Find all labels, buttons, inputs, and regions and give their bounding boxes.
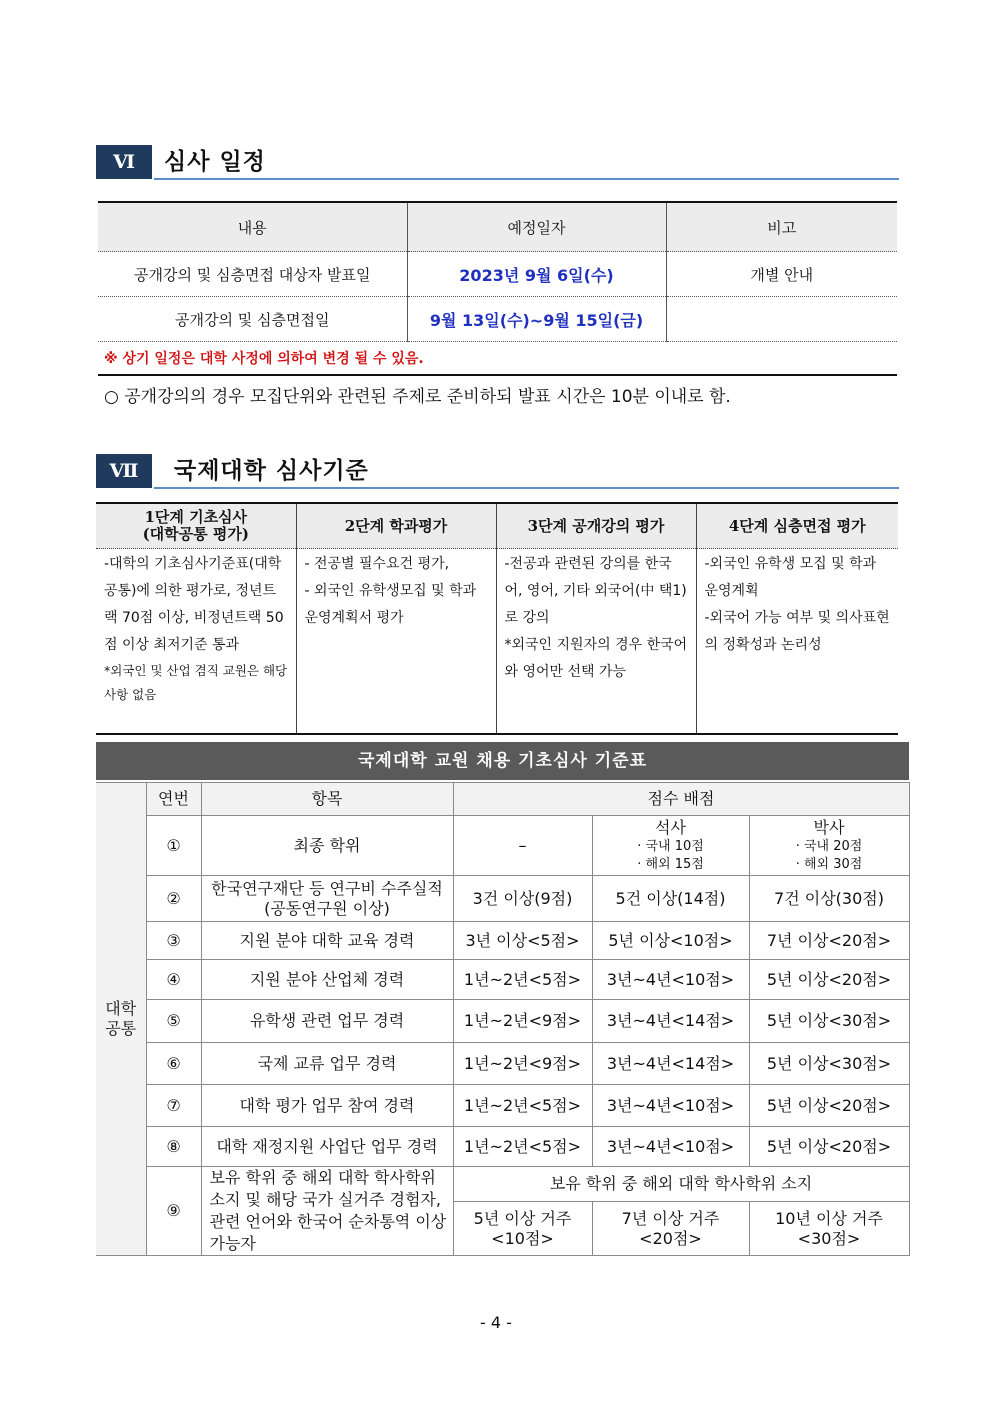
- header-stage-2: 2단계 학과평가: [296, 503, 496, 549]
- header-date: 예정일자: [407, 202, 666, 252]
- master-score: 석사 · 국내 10점 · 해외 15점: [592, 816, 749, 876]
- table-row: ⑥ 국제 교류 업무 경력 1년~2년<9점> 3년~4년<14점> 5년 이상<30점>: [96, 1043, 909, 1085]
- header-stage-4: 4단계 심층면접 평가: [696, 503, 898, 549]
- table-row: ⑦ 대학 평가 업무 참여 경력 1년~2년<5점> 3년~4년<10점> 5년 이상<20점>: [96, 1085, 909, 1127]
- schedule-notice: ※ 상기 일정은 대학 사정에 의하여 변경 될 수 있음.: [98, 342, 897, 376]
- last-sub-header: 보유 학위 중 해외 대학 학사학위 소지: [453, 1167, 909, 1202]
- bullet-content: 공개강의의 경우 모집단위와 관련된 주제로 준비하되 발표 시간은 10분 이내로 함.: [124, 387, 731, 407]
- schedule-date: 9월 13일(수)~9월 15일(금): [407, 297, 666, 342]
- section-6-header: [96, 145, 899, 181]
- schedule-content: 공개강의 및 심층면접일: [98, 297, 407, 342]
- header-item: 항목: [201, 783, 453, 816]
- section-title: 국제대학 심사기준: [174, 458, 369, 484]
- stage-1-content: -대학의 기초심사기준표(대학공통)에 의한 평가로, 정년트랙 70점 이상, 비정년트랙 50점 이상 최저기준 통과 *외국인 및 산업 겸직 교원은 해당사항 없음: [96, 549, 296, 735]
- table-row: [98, 297, 897, 342]
- header-note: 비고: [666, 202, 897, 252]
- schedule-date: 2023년 9월 6일(수): [407, 252, 666, 297]
- table-row: ① 최종 학위 – 석사 · 국내 10점 · 해외 15점 박사 · 국내 20점 · 해외 30점: [96, 816, 909, 876]
- stage-4-content: -외국인 유학생 모집 및 학과 운영계획 -외국어 가능 여부 및 의사표현의 정확성과 논리성: [696, 549, 898, 735]
- schedule-content: 공개강의 및 심층면접 대상자 발표일: [98, 252, 407, 297]
- header-score: 점수 배점: [453, 783, 909, 816]
- table-row: ② 한국연구재단 등 연구비 수주실적 (공동연구원 이상) 3건 이상(9점) 5건 이상(14점) 7건 이상(30점): [96, 876, 909, 922]
- circle-bullet-icon: ○: [104, 387, 119, 407]
- table-row: ⑤ 유학생 관련 업무 경력 1년~2년<9점> 3년~4년<14점> 5년 이상<30점>: [96, 1000, 909, 1043]
- criteria-table: [96, 502, 898, 735]
- section-title: 심사 일정: [164, 149, 266, 175]
- schedule-note: 개별 안내: [666, 252, 897, 297]
- schedule-table: [98, 201, 897, 376]
- table-row: ⑨ 보유 학위 중 해외 대학 학사학위 소지 및 해당 국가 실거주 경험자, 관련 언어와 한국어 순차통역 이상 가능자 보유 학위 중 해외 대학 학사학위 소지: [96, 1167, 909, 1202]
- doctor-score: 박사 · 국내 20점 · 해외 30점: [749, 816, 909, 876]
- table-row: ⑧ 대학 재정지원 사업단 업무 경력 1년~2년<5점> 3년~4년<10점> 5년 이상<20점>: [96, 1127, 909, 1167]
- header-content: 내용: [98, 202, 407, 252]
- section-number: Ⅶ: [96, 454, 152, 488]
- table-row: [98, 252, 897, 297]
- basic-review-table: [96, 782, 910, 1256]
- header-stage-3: 3단계 공개강의 평가: [496, 503, 696, 549]
- section-underline: [154, 487, 899, 489]
- stage-1-note: *외국인 및 산업 겸직 교원은 해당사항 없음: [104, 663, 288, 702]
- side-label: 대학 공통: [96, 783, 146, 1256]
- table-row: ④ 지원 분야 산업체 경력 1년~2년<5점> 3년~4년<10점> 5년 이상<20점>: [96, 960, 909, 1000]
- stage-2-content: - 전공별 필수요건 평가, - 외국인 유학생모집 및 학과운영계획서 평가: [296, 549, 496, 735]
- basic-table-title: 국제대학 교원 채용 기초심사 기준표: [96, 742, 909, 780]
- bullet-text: [104, 382, 731, 407]
- table-row: ③ 지원 분야 대학 교육 경력 3년 이상<5점> 5년 이상<10점> 7년 이상<20점>: [96, 922, 909, 960]
- stage-3-content: -전공과 관련된 강의를 한국어, 영어, 기타 외국어(中 택1)로 강의 *외국인 지원자의 경우 한국어와 영어만 선택 가능: [496, 549, 696, 735]
- section-number: Ⅵ: [96, 145, 152, 179]
- page-number: - 4 -: [480, 1313, 512, 1332]
- section-7-header: [96, 454, 899, 490]
- section-underline: [154, 178, 899, 180]
- schedule-note: [666, 297, 897, 342]
- header-no: 연번: [146, 783, 201, 816]
- header-stage-1: 1단계 기초심사 (대학공통 평가): [96, 503, 296, 549]
- table-row: 5년 이상 거주 <10점> 7년 이상 거주 <20점> 10년 이상 거주 <30점>: [96, 1202, 909, 1256]
